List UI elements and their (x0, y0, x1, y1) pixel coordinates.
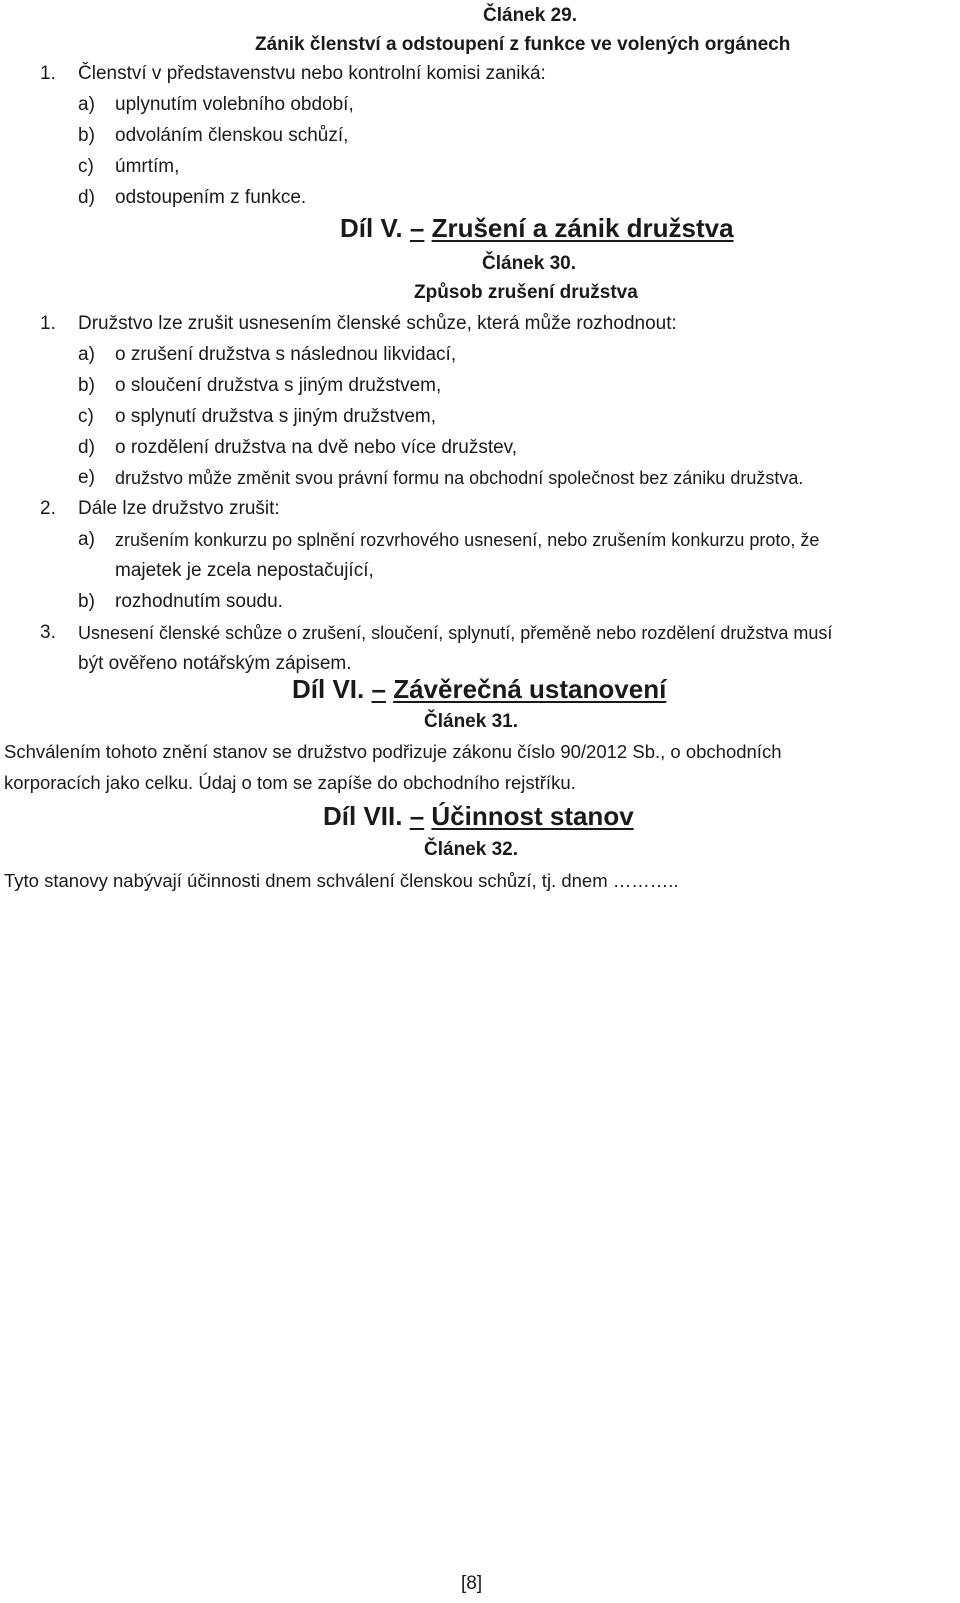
paragraph-text: Dále lze družstvo zrušit: (78, 498, 280, 519)
list-marker: d) (78, 437, 95, 458)
part-title: Závěrečná ustanovení (393, 674, 667, 704)
part-prefix: Díl V. (340, 213, 403, 243)
article-31-text-line2: korporacích jako celku. Údaj o tom se zapíše do obchodního rejstříku. (4, 772, 576, 793)
paragraph-text: Usnesení členské schůze o zrušení, sloučení, splynutí, přeměně nebo rozdělení družstva musí (78, 623, 833, 643)
part-title: Účinnost stanov (431, 801, 634, 831)
article-31-title: Článek 31. (424, 711, 518, 732)
part-prefix: Díl VII. (323, 801, 403, 831)
article-30-title: Článek 30. (482, 253, 576, 274)
paragraph-number: 2. (40, 498, 56, 519)
article-29-subtitle: Zánik členství a odstoupení z funkce ve volených orgánech (255, 34, 791, 55)
paragraph-text: Družstvo lze zrušit usnesením členské schůze, která může rozhodnout: (78, 313, 677, 334)
part-dash: – (371, 674, 386, 704)
article-29-title: Článek 29. (483, 5, 577, 26)
list-marker: b) (78, 591, 95, 612)
list-text: zrušením konkurzu po splnění rozvrhového usnesení, nebo zrušením konkurzu proto, že (115, 530, 820, 550)
paragraph-text: Členství v představenstvu nebo kontrolní komisi zaniká: (78, 63, 546, 84)
part-7-heading (323, 800, 634, 832)
part-title: Zrušení a zánik družstva (431, 213, 734, 243)
part-dash: – (409, 213, 425, 243)
paragraph-number: 1. (40, 313, 56, 334)
article-32-title: Článek 32. (424, 839, 518, 860)
list-marker: e) (78, 467, 95, 488)
part-prefix: Díl VI. (292, 674, 365, 704)
page-number: [8] (461, 1573, 483, 1594)
list-text: družstvo může změnit svou právní formu na obchodní společnost bez zániku družstva. (115, 468, 804, 488)
list-text: uplynutím volebního období, (115, 94, 354, 115)
list-marker: c) (78, 156, 94, 177)
list-marker: a) (78, 529, 95, 550)
list-text: rozhodnutím soudu. (115, 591, 283, 612)
list-text: o rozdělení družstva na dvě nebo více družstev, (115, 437, 518, 458)
list-text: o sloučení družstva s jiným družstvem, (115, 375, 442, 396)
list-text: majetek je zcela nepostačující, (115, 560, 374, 581)
list-text: odvoláním členskou schůzí, (115, 125, 349, 146)
paragraph-text: být ověřeno notářským zápisem. (78, 653, 352, 674)
list-marker: b) (78, 125, 95, 146)
list-text: úmrtím, (115, 156, 180, 177)
part-6-heading (292, 673, 666, 705)
list-marker: d) (78, 187, 95, 208)
list-marker: a) (78, 94, 95, 115)
article-32-text: Tyto stanovy nabývají účinnosti dnem schválení členskou schůzí, tj. dnem ……….. (4, 870, 679, 891)
paragraph-number: 1. (40, 63, 56, 84)
part-5-heading (340, 212, 734, 244)
paragraph-number: 3. (40, 622, 56, 643)
list-text: o zrušení družstva s následnou likvidací, (115, 344, 457, 365)
list-marker: c) (78, 406, 94, 427)
list-marker: a) (78, 344, 95, 365)
article-31-text-line1: Schválením tohoto znění stanov se družstvo podřizuje zákonu číslo 90/2012 Sb., o obchodních (4, 741, 782, 762)
list-text: odstoupením z funkce. (115, 187, 307, 208)
list-text: o splynutí družstva s jiným družstvem, (115, 406, 436, 427)
article-30-subtitle: Způsob zrušení družstva (414, 282, 638, 303)
part-dash: – (409, 801, 425, 831)
list-marker: b) (78, 375, 95, 396)
